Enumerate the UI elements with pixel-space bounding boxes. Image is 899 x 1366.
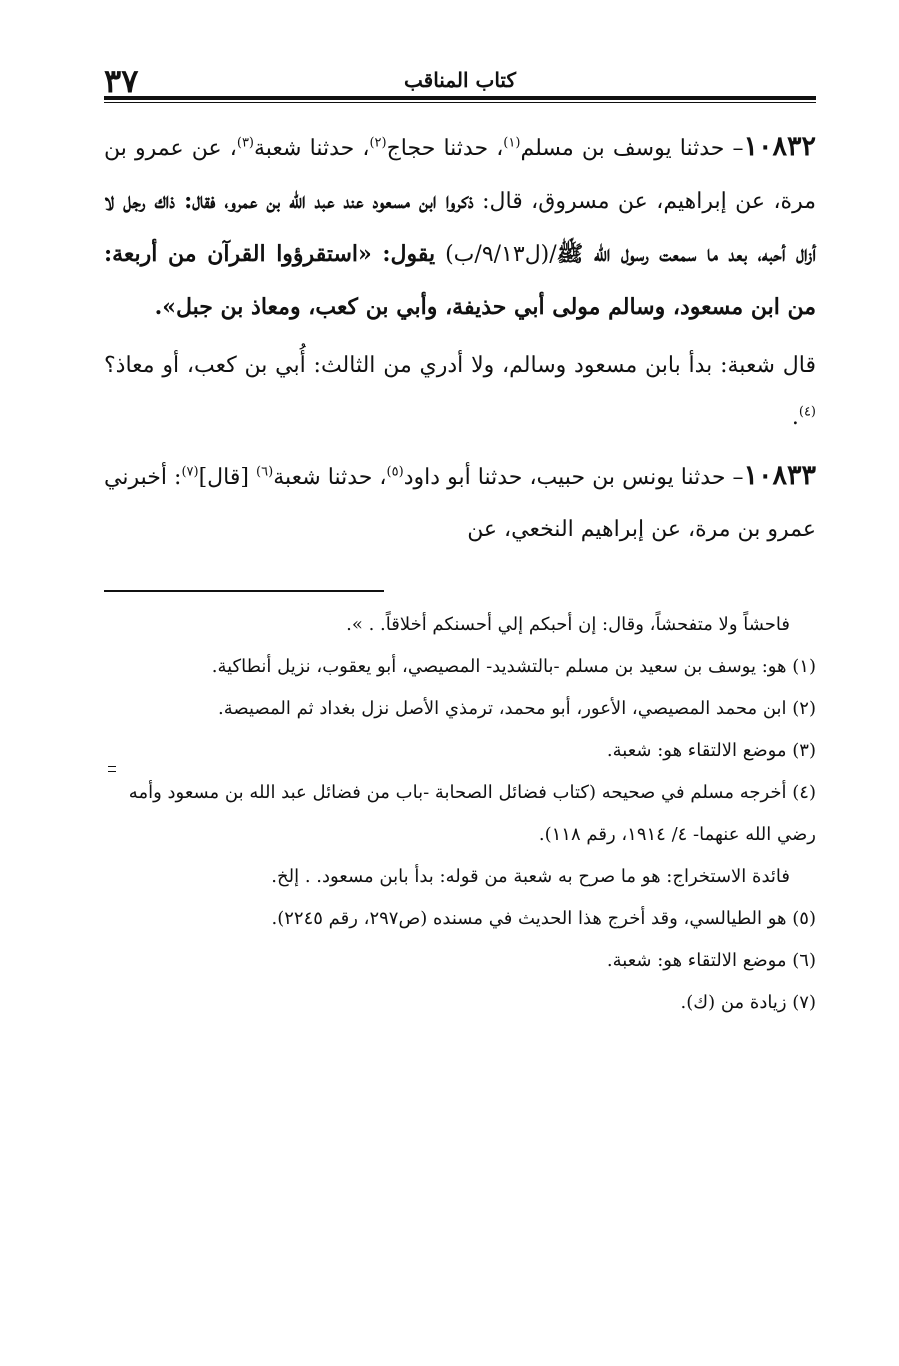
text-segment: ، عن عمرو بن مرة، عن إبراهيم، عن مسروق، قال: [104, 136, 816, 214]
footnote-ref: (٧) [181, 464, 199, 480]
book-page [104, 60, 816, 1024]
footnote-ref: (١) [503, 135, 521, 151]
page-title: كتاب المناقب [404, 68, 516, 92]
hadith-number: ١٠٨٣٣ [743, 460, 817, 491]
page-number: ٣٧ [104, 62, 139, 100]
footnote-5: (٥) هو الطيالسي، وقد أخرج هذا الحديث في مسنده (ص٢٩٧، رقم ٢٢٤٥). [271, 908, 816, 929]
footnote-3: (٣) موضع الالتقاء هو: شعبة. [606, 740, 816, 761]
footnote-continuation: فاحشاً ولا متفحشاً، وقال: إن أحبكم إلي أحسنكم أخلاقاً. . ». [346, 614, 790, 635]
footnote-ref: (٣) [236, 135, 254, 151]
footnote-ref: (٦) [256, 464, 274, 480]
footnote-ref: (٤) [798, 404, 816, 420]
footnotes [104, 604, 816, 1024]
text-segment: قال شعبة: بدأ بابن مسعود وسالم، ولا أدري من الثالث: أُبي بن كعب، أو معاذ؟ [104, 353, 816, 378]
footnote-ref: (٢) [369, 135, 387, 151]
text-segment: – حدثنا يوسف بن مسلم [520, 136, 744, 161]
text-segment: – حدثنا يونس بن حبيب، حدثنا أبو داود [403, 465, 744, 490]
text-segment: : أخبرني عمرو بن مرة، عن إبراهيم النخعي، عن [104, 465, 816, 542]
text-segment: ، حدثنا حجاج [386, 136, 504, 161]
shuba-comment [104, 340, 816, 444]
page-header [104, 60, 816, 100]
footnote-4: (٤) أخرجه مسلم في صحيحه (كتاب فضائل الصحابة -باب من فضائل عبد الله بن مسعود وأمه رضي الله عنهما- ٤/ ١٩١٤، رقم ١١٨). [128, 782, 816, 845]
hadith-10833 [104, 450, 816, 556]
footnote-ref: (٥) [386, 464, 404, 480]
header-rule-thin [104, 102, 816, 103]
header-rule [104, 96, 816, 100]
footnote-1: (١) هو: يوسف بن سعيد بن مسلم -بالتشديد- المصيصي، أبو يعقوب، نزيل أنطاكية. [211, 656, 816, 677]
footnote-6: (٦) موضع الالتقاء هو: شعبة. [606, 950, 816, 971]
hadith-matn-bold: يقول: «استقرؤوا القرآن من أربعة: من ابن مسعود، وسالم مولى أبي حذيفة، وأبي بن كعب، ومعاذ بن جبل». [104, 241, 816, 320]
footnote-2: (٢) ابن محمد المصيصي، الأعور، أبو محمد، ترمذي الأصل نزل بغداد ثم المصيصة. [218, 698, 816, 719]
text-segment: . [791, 405, 799, 430]
main-text [104, 121, 816, 556]
text-segment: [قال] [198, 465, 257, 490]
footnote-separator [104, 590, 384, 592]
text-segment: ، حدثنا شعبة [254, 136, 370, 161]
hadith-matn-bold: ذكروا ابن مسعود عند عبد الله بن عمرو، فقال: ذاك رجل لا أزال أحبه، بعد ما سمعت رسول الله ﷺ [104, 188, 817, 267]
footnote-4-note: فائدة الاستخراج: هو ما صرح به شعبة من قوله: بدأ بابن مسعود. . إلخ. [271, 866, 790, 887]
hadith-10832 [104, 121, 816, 334]
hadith-number: ١٠٨٣٢ [743, 131, 816, 162]
footnote-7: (٧) زيادة من (ك). [680, 992, 816, 1013]
text-segment: ، حدثنا شعبة [273, 465, 387, 490]
manuscript-marker: /(ل٩/١٣/ب) [435, 242, 557, 267]
